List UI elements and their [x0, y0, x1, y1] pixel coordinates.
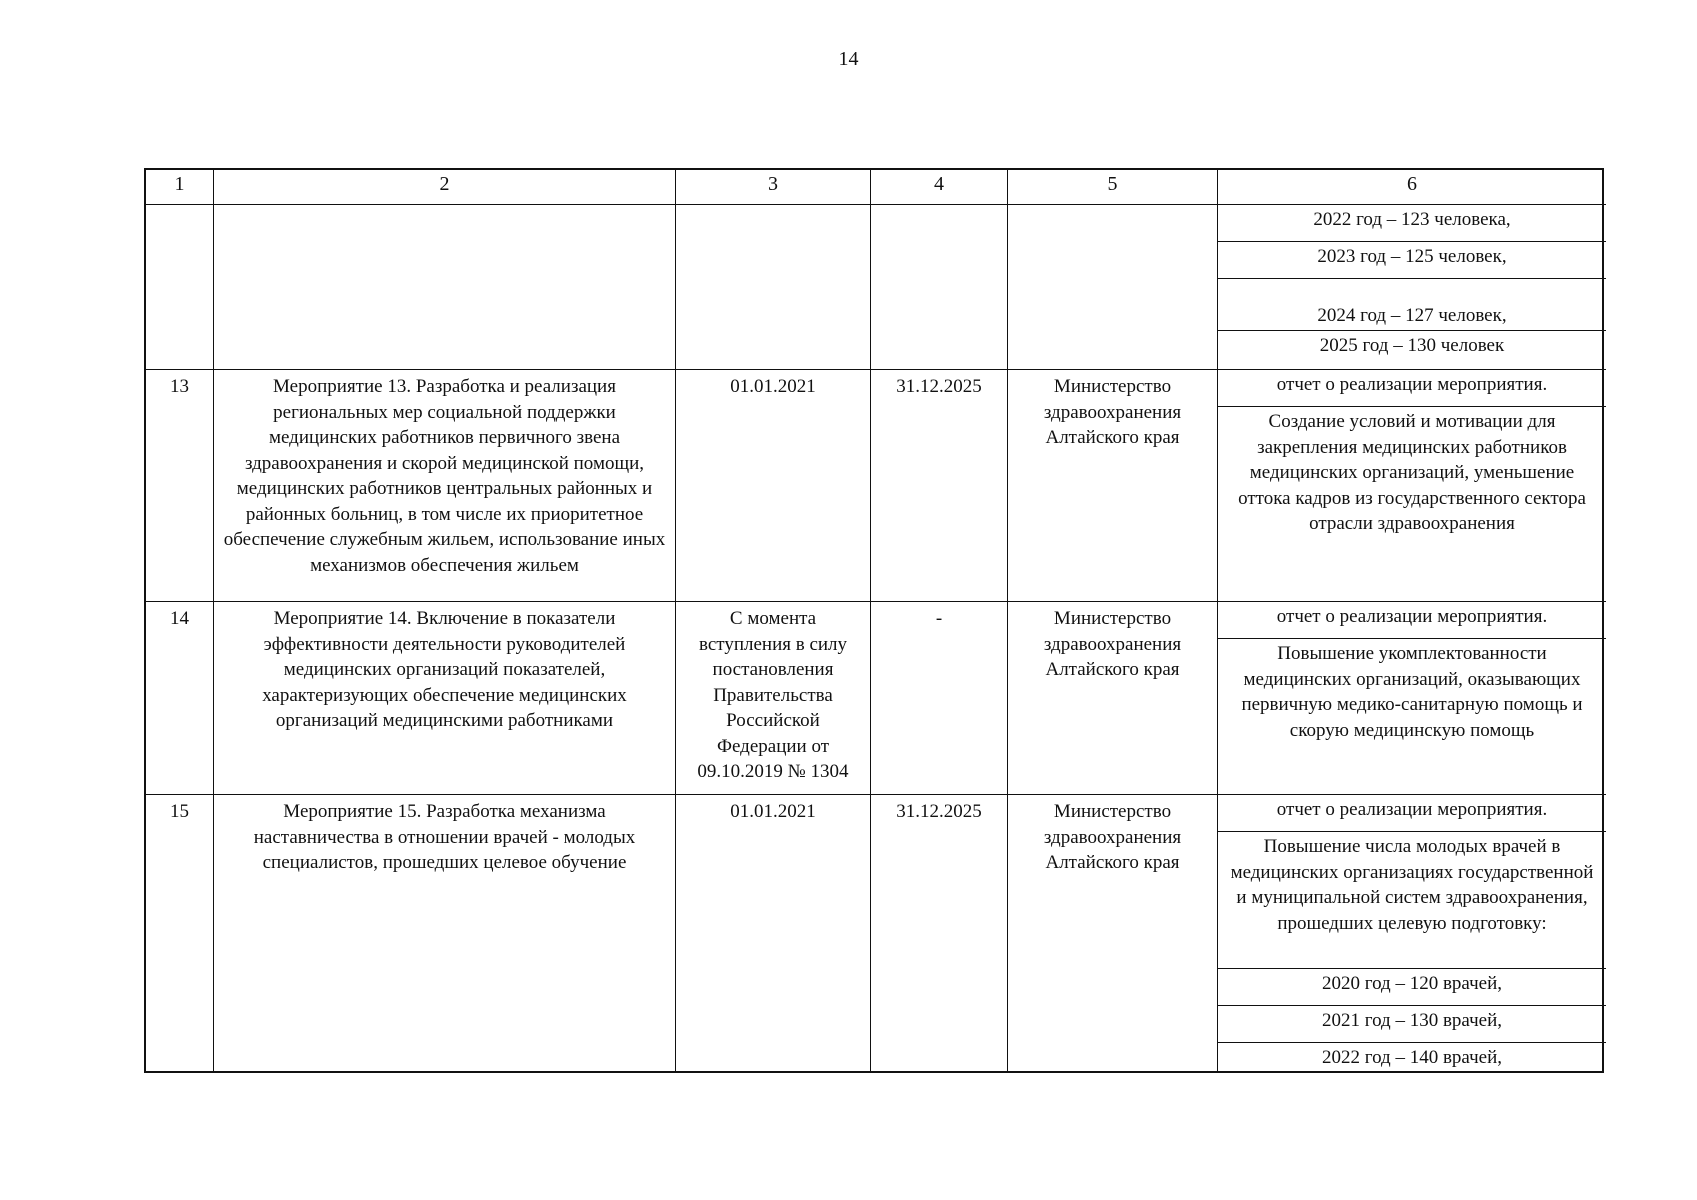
- row-14-result-description: Повышение укомплектованности медицинских организаций, оказывающих первичную медико-санитарную помощь и скорую медицинскую помощь: [1241, 643, 1583, 741]
- continuation-col-3: [676, 205, 871, 370]
- row-13-number: 13: [146, 370, 214, 602]
- row-15-result-description: Повышение числа молодых врачей в медицинских организациях государственной и муниципальной систем здравоохранения, прошедших целевую подготовку:: [1218, 832, 1606, 969]
- row-13-executor: Министерство здравоохранения Алтайского края: [1008, 370, 1218, 602]
- page-number: 14: [838, 48, 859, 70]
- continuation-col-4: [871, 205, 1008, 370]
- row-13-results: [1218, 370, 1606, 602]
- header-col-6: 6: [1218, 170, 1606, 205]
- row-13-result-report: отчет о реализации мероприятия.: [1218, 370, 1606, 407]
- header-col-2: 2: [214, 170, 676, 205]
- row-14-title: Мероприятие 14. Включение в показатели эффективности деятельности руководителей медицинских организаций показателей, характеризующих обеспечение медицинских организаций медицинскими работниками: [214, 602, 676, 795]
- row-15-results: [1218, 795, 1606, 1073]
- row-13-start-date: 01.01.2021: [676, 370, 871, 602]
- row-13-end-date: 31.12.2025: [871, 370, 1008, 602]
- row-15-number: 15: [146, 795, 214, 1073]
- row-15-result-2022: 2022 год – 140 врачей,: [1322, 1047, 1502, 1068]
- continuation-col-5: [1008, 205, 1218, 370]
- header-col-5: 5: [1008, 170, 1218, 205]
- continuation-col-2: [214, 205, 676, 370]
- row-15-result-report: отчет о реализации мероприятия.: [1218, 795, 1606, 832]
- row-13-result-description: Создание условий и мотивации для закрепления медицинских работников медицинских организаций, уменьшение оттока кадров из государственного сектора отрасли здравоохранения: [1238, 411, 1586, 534]
- row-15-title: Мероприятие 15. Разработка механизма наставничества в отношении врачей - молодых специалистов, прошедших целевое обучение: [214, 795, 676, 1073]
- row-15-result-2020: 2020 год – 120 врачей,: [1218, 969, 1606, 1006]
- row-15-start-date: 01.01.2021: [676, 795, 871, 1073]
- row-14-results: [1218, 602, 1606, 795]
- indicator-2024: 2024 год – 127 человек,: [1218, 279, 1606, 331]
- row-15-result-2021: 2021 год – 130 врачей,: [1218, 1006, 1606, 1043]
- row-14-end-date: -: [871, 602, 1008, 795]
- activities-table: [144, 168, 1604, 1073]
- indicator-2023: 2023 год – 125 человек,: [1218, 242, 1606, 279]
- row-15-end-date: 31.12.2025: [871, 795, 1008, 1073]
- continuation-col-6: [1218, 205, 1606, 370]
- row-14-start-date: С момента вступления в силу постановления Правительства Российской Федерации от 09.10.2019 № 1304: [676, 602, 871, 795]
- header-col-1: 1: [146, 170, 214, 205]
- header-col-4: 4: [871, 170, 1008, 205]
- indicator-2022: 2022 год – 123 человека,: [1218, 205, 1606, 242]
- row-14-executor: Министерство здравоохранения Алтайского края: [1008, 602, 1218, 795]
- continuation-col-1: [146, 205, 214, 370]
- header-col-3: 3: [676, 170, 871, 205]
- row-13-title: Мероприятие 13. Разработка и реализация региональных мер социальной поддержки медицинских работников первичного звена здравоохранения и скорой медицинской помощи, медицинских работников центральных районных и районных больниц, в том числе их приоритетное обеспечение служебным жильем, использование иных механизмов обеспечения жильем: [214, 370, 676, 602]
- indicator-2025: 2025 год – 130 человек: [1319, 335, 1505, 356]
- row-14-number: 14: [146, 602, 214, 795]
- row-14-result-report: отчет о реализации мероприятия.: [1218, 602, 1606, 639]
- row-15-executor: Министерство здравоохранения Алтайского края: [1008, 795, 1218, 1073]
